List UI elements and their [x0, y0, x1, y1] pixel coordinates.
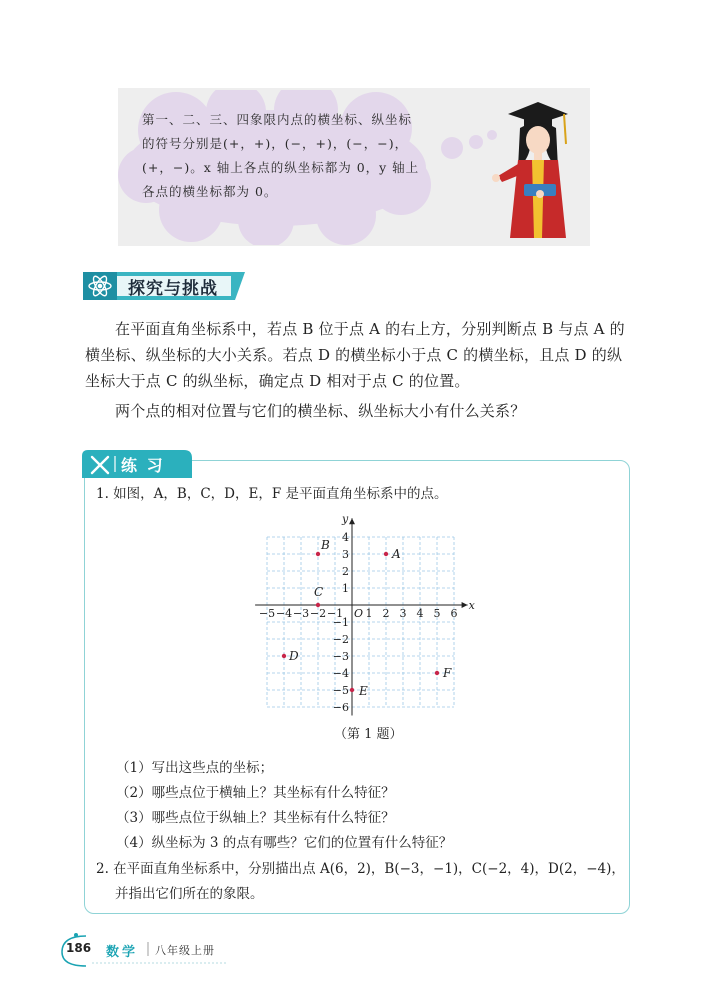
y-tick-label: −5 — [332, 684, 349, 697]
section-title: 探究与挑战 — [128, 279, 218, 299]
sub-question-1: （1）写出这些点的坐标； — [116, 760, 274, 776]
y-tick-label: 2 — [342, 565, 349, 578]
x-tick-label: 2 — [382, 607, 390, 620]
sub-question-2: （2）哪些点位于横轴上？其坐标有什么特征？ — [116, 785, 395, 801]
point-d — [282, 654, 286, 658]
x-tick-label: −5 — [258, 607, 276, 620]
point-label-f: F — [443, 666, 452, 680]
x-tick-label: 3 — [399, 607, 407, 620]
page-number: 186 — [66, 941, 92, 955]
x-axis-arrow — [462, 602, 468, 608]
y-tick-label: 4 — [342, 531, 349, 544]
y-axis-label: y — [342, 512, 349, 526]
y-tick-label: 3 — [342, 548, 349, 561]
footer-grade: 八年级上册 — [155, 944, 215, 957]
y-tick-label: −4 — [332, 667, 349, 680]
grid — [267, 537, 454, 707]
x-tick-label: −3 — [292, 607, 310, 620]
x-tick-label: 1 — [365, 607, 373, 620]
question-paragraph: 两个点的相对位置与它们的横坐标、纵坐标大小有什么关系？ — [115, 402, 526, 420]
question-2-line-2: 并指出它们所在的象限。 — [115, 886, 264, 902]
figure-caption: （第 1 题） — [334, 727, 403, 742]
point-label-d: D — [289, 649, 299, 663]
coordinate-graph — [250, 508, 480, 718]
point-f — [435, 671, 439, 675]
y-tick-label: −6 — [332, 701, 349, 714]
point-a — [384, 552, 388, 556]
teacher-illustration — [488, 98, 583, 238]
x-tick-label: 5 — [433, 607, 441, 620]
point-label-a: A — [392, 547, 401, 561]
sub-question-4: （4）纵坐标为 3 的点有哪些？它们的位置有什么特征？ — [116, 835, 453, 851]
sub-question-3: （3）哪些点位于纵轴上？其坐标有什么特征？ — [116, 810, 395, 826]
y-tick-label: −1 — [332, 616, 349, 629]
x-axis-label: x — [468, 599, 475, 612]
y-tick-label: −2 — [332, 633, 349, 646]
explore-paragraph: 在平面直角坐标系中，若点 B 位于点 A 的右上方，分别判断点 B 与点 A 的横坐标、纵坐标的大小关系。若点 D 的横坐标小于点 C 的横坐标，且点 D 的纵坐标大于点 C 的纵坐标，确定点 D 相对于点 C 的位置。 — [85, 320, 625, 390]
point-e — [350, 688, 354, 692]
point-label-b: B — [321, 538, 330, 552]
y-axis-arrow — [349, 518, 355, 524]
exercise-title: 练 习 — [121, 456, 165, 475]
footer-subject: 数学 — [106, 945, 139, 960]
point-label-c: C — [314, 585, 324, 599]
x-tick-label: −1 — [326, 607, 344, 620]
y-tick-label: −3 — [332, 650, 349, 663]
x-tick-label: 6 — [450, 607, 458, 620]
point-b — [316, 552, 320, 556]
y-tick-label: 1 — [342, 582, 349, 595]
question-1: 1. 如图，A，B，C，D，E，F 是平面直角坐标系中的点。 — [96, 486, 448, 502]
question-2-line-1: 2. 在平面直角坐标系中，分别描出点 A(6，2)，B(−3，−1)，C(−2，4)，D(2，−4)， — [96, 861, 625, 877]
origin-label: O — [354, 607, 364, 620]
bubble-text: 第一、二、三、四象限内点的横坐标、纵坐标的符号分别是(+，+)，(−，+)，(−，−)，(+，−)。x 轴上各点的纵坐标都为 0，y 轴上各点的横坐标都为 0。 — [142, 112, 420, 199]
point-label-e: E — [359, 684, 368, 698]
x-tick-label: 4 — [416, 607, 424, 620]
x-tick-label: −2 — [309, 607, 327, 620]
point-c — [316, 603, 320, 607]
x-tick-label: −4 — [275, 607, 293, 620]
